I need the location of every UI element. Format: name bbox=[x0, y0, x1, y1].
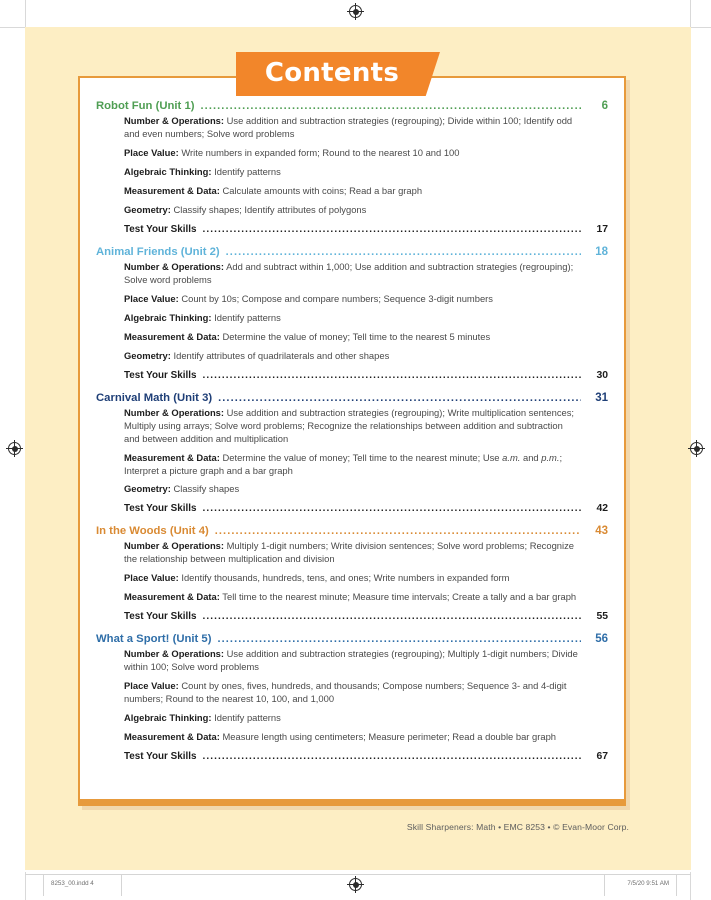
toc-skill-label: Place Value: bbox=[124, 292, 179, 304]
toc-skill-row bbox=[124, 166, 579, 179]
toc-skill-label: Geometry: bbox=[124, 483, 171, 495]
unit-spacer bbox=[96, 381, 608, 390]
toc-skill-row bbox=[124, 680, 579, 706]
toc-skill-label: Place Value: bbox=[124, 572, 179, 584]
dot-leader bbox=[217, 633, 581, 645]
toc-skill-row bbox=[124, 407, 579, 446]
toc-test-page-number: 55 bbox=[596, 611, 608, 623]
table-of-contents bbox=[96, 100, 608, 773]
toc-skill-row bbox=[124, 312, 579, 325]
dot-leader bbox=[226, 246, 581, 258]
toc-skill-row bbox=[124, 261, 579, 287]
registration-mark-left bbox=[6, 440, 23, 457]
toc-test-row[interactable] bbox=[124, 224, 608, 235]
toc-skill-row bbox=[124, 572, 579, 585]
unit-spacer bbox=[96, 762, 608, 771]
toc-unit-entry bbox=[96, 392, 608, 524]
toc-test-label: Test Your Skills bbox=[124, 503, 197, 515]
toc-skill-text: Add and subtract within 1,000; Use addition and subtraction strategies (regrouping); Solve word problems bbox=[124, 260, 574, 285]
toc-skill-text: Tell time to the nearest minute; Measure time intervals; Create a tally and a bar graph bbox=[219, 591, 577, 603]
printer-slug-bar bbox=[25, 874, 691, 896]
toc-test-row[interactable] bbox=[124, 370, 608, 381]
footer-credit: Skill Sharpeners: Math • EMC 8253 • © Evan-Moor Corp. bbox=[406, 822, 629, 832]
toc-unit-heading[interactable] bbox=[96, 525, 608, 537]
toc-unit-entry bbox=[96, 633, 608, 771]
dot-leader bbox=[202, 370, 581, 381]
toc-skill-row bbox=[124, 540, 579, 566]
dot-leader bbox=[202, 611, 581, 622]
toc-test-row[interactable] bbox=[124, 503, 608, 514]
toc-unit-entry bbox=[96, 246, 608, 390]
toc-skill-text: Identify patterns bbox=[211, 712, 281, 724]
toc-skill-text: Use addition and subtraction strategies (regrouping); Divide within 100; Identify odd and even numbers; Solve word problems bbox=[124, 115, 573, 139]
toc-unit-heading[interactable] bbox=[96, 100, 608, 112]
toc-skill-text: Use addition and subtraction strategies (regrouping); Multiply 1-digit numbers; Divide within 100; Solve word problems bbox=[124, 648, 578, 673]
toc-skill-list bbox=[124, 261, 608, 363]
toc-unit-title: Animal Friends (Unit 2) bbox=[96, 245, 220, 258]
toc-test-page-number: 30 bbox=[596, 369, 608, 381]
registration-mark-top bbox=[347, 3, 364, 20]
crop-mark-left-top bbox=[0, 27, 28, 28]
dot-leader bbox=[201, 100, 581, 112]
toc-skill-row bbox=[124, 185, 579, 198]
toc-skill-row bbox=[124, 591, 579, 604]
toc-skill-label: Geometry: bbox=[124, 349, 171, 361]
toc-skill-label: Number & Operations: bbox=[124, 260, 225, 272]
toc-test-row[interactable] bbox=[124, 611, 608, 622]
toc-skill-label: Measurement & Data: bbox=[124, 330, 220, 342]
toc-unit-page-number: 31 bbox=[595, 391, 608, 404]
toc-skill-label: Geometry: bbox=[124, 203, 171, 215]
toc-unit-page-number: 43 bbox=[595, 525, 608, 538]
toc-skill-text: Identify attributes of quadrilaterals and other shapes bbox=[170, 349, 390, 361]
slug-timestamp: 7/5/20 9:51 AM bbox=[627, 880, 669, 887]
toc-skill-text: Identify patterns bbox=[211, 311, 281, 323]
slug-filename: 8253_00.indd 4 bbox=[51, 880, 94, 887]
toc-skill-text: Write numbers in expanded form; Round to the nearest 10 and 100 bbox=[178, 146, 460, 158]
toc-skill-list bbox=[124, 407, 608, 497]
toc-test-page-number: 17 bbox=[596, 223, 608, 235]
toc-skill-row bbox=[124, 293, 579, 306]
toc-unit-page-number: 56 bbox=[595, 633, 608, 646]
dot-leader bbox=[218, 392, 581, 404]
toc-unit-title: Carnival Math (Unit 3) bbox=[96, 391, 213, 404]
unit-spacer bbox=[96, 235, 608, 244]
contents-banner bbox=[236, 52, 440, 96]
toc-skill-text: Multiply 1-digit numbers; Write division sentences; Solve word problems; Recognize the relationship between multiplication and division bbox=[124, 540, 574, 565]
toc-test-label: Test Your Skills bbox=[124, 223, 197, 235]
toc-skill-row bbox=[124, 648, 579, 674]
toc-unit-entry bbox=[96, 525, 608, 631]
crop-mark-top-left bbox=[25, 0, 26, 28]
unit-spacer bbox=[96, 514, 608, 523]
dot-leader bbox=[202, 224, 581, 235]
crop-mark-top-right bbox=[690, 0, 691, 28]
toc-skill-text: Use addition and subtraction strategies (regrouping); Write multiplication sentences; Multiply using arrays; Solve word problems; Recognize the relationships between addition and subtraction and between addition and multiplication bbox=[124, 406, 575, 444]
toc-skill-list bbox=[124, 648, 608, 744]
dot-leader bbox=[202, 503, 581, 514]
toc-unit-page-number: 18 bbox=[595, 245, 608, 258]
toc-unit-entry bbox=[96, 100, 608, 244]
toc-skill-text: Measure length using centimeters; Measure perimeter; Read a double bar graph bbox=[219, 731, 556, 743]
toc-skill-text: Determine the value of money; Tell time to the nearest 5 minutes bbox=[219, 330, 491, 342]
toc-skill-row bbox=[124, 331, 579, 344]
toc-skill-row bbox=[124, 483, 579, 496]
toc-unit-title: Robot Fun (Unit 1) bbox=[96, 100, 195, 112]
toc-skill-label: Number & Operations: bbox=[124, 648, 225, 660]
toc-skill-label: Algebraic Thinking: bbox=[124, 311, 212, 323]
toc-test-page-number: 67 bbox=[596, 751, 608, 763]
toc-skill-text: Count by ones, fives, hundreds, and thousands; Compose numbers; Sequence 3- and 4-digit numbers; Round to the nearest 10, 100, and 1,000 bbox=[124, 680, 567, 705]
dot-leader bbox=[215, 525, 581, 537]
toc-skill-text: Count by 10s; Compose and compare numbers; Sequence 3-digit numbers bbox=[178, 292, 493, 304]
toc-unit-heading[interactable] bbox=[96, 392, 608, 404]
registration-mark-right bbox=[688, 440, 705, 457]
toc-test-label: Test Your Skills bbox=[124, 611, 197, 623]
toc-skill-label: Measurement & Data: bbox=[124, 184, 220, 196]
toc-skill-text: Identify patterns bbox=[211, 165, 281, 177]
toc-skill-text: Classify shapes bbox=[170, 483, 240, 495]
toc-skill-text: Identify thousands, hundreds, tens, and ones; Write numbers in expanded form bbox=[178, 572, 510, 584]
toc-skill-row bbox=[124, 452, 579, 478]
toc-unit-heading[interactable] bbox=[96, 246, 608, 258]
toc-skill-row bbox=[124, 204, 579, 217]
toc-skill-row bbox=[124, 350, 579, 363]
toc-skill-label: Number & Operations: bbox=[124, 406, 225, 418]
toc-skill-row bbox=[124, 731, 579, 744]
toc-test-label: Test Your Skills bbox=[124, 751, 197, 763]
toc-skill-label: Place Value: bbox=[124, 680, 179, 692]
toc-skill-list bbox=[124, 540, 608, 604]
dot-leader bbox=[202, 751, 581, 762]
toc-skill-text: Calculate amounts with coins; Read a bar graph bbox=[219, 184, 423, 196]
toc-skill-row bbox=[124, 712, 579, 725]
toc-unit-heading[interactable] bbox=[96, 633, 608, 645]
toc-skill-label: Measurement & Data: bbox=[124, 451, 220, 463]
toc-skill-label: Measurement & Data: bbox=[124, 591, 220, 603]
toc-test-label: Test Your Skills bbox=[124, 369, 197, 381]
toc-unit-page-number: 6 bbox=[601, 100, 608, 112]
page-title: Contents bbox=[264, 58, 400, 88]
toc-skill-row bbox=[124, 115, 579, 141]
toc-test-row[interactable] bbox=[124, 751, 608, 762]
toc-skill-list bbox=[124, 115, 608, 217]
toc-skill-label: Algebraic Thinking: bbox=[124, 712, 212, 724]
toc-skill-label: Place Value: bbox=[124, 146, 179, 158]
toc-skill-text: Determine the value of money; Tell time to the nearest minute; Use a.m. and p.m.; Interpret a picture graph and a bar graph bbox=[124, 451, 563, 476]
toc-skill-label: Number & Operations: bbox=[124, 540, 225, 552]
toc-skill-label: Algebraic Thinking: bbox=[124, 165, 212, 177]
toc-skill-label: Measurement & Data: bbox=[124, 731, 220, 743]
toc-skill-row bbox=[124, 147, 579, 160]
toc-unit-title: In the Woods (Unit 4) bbox=[96, 525, 209, 538]
toc-skill-label: Number & Operations: bbox=[124, 115, 225, 126]
toc-unit-title: What a Sport! (Unit 5) bbox=[96, 633, 212, 646]
toc-skill-text: Classify shapes; Identify attributes of polygons bbox=[170, 203, 367, 215]
toc-test-page-number: 42 bbox=[596, 503, 608, 515]
unit-spacer bbox=[96, 622, 608, 631]
